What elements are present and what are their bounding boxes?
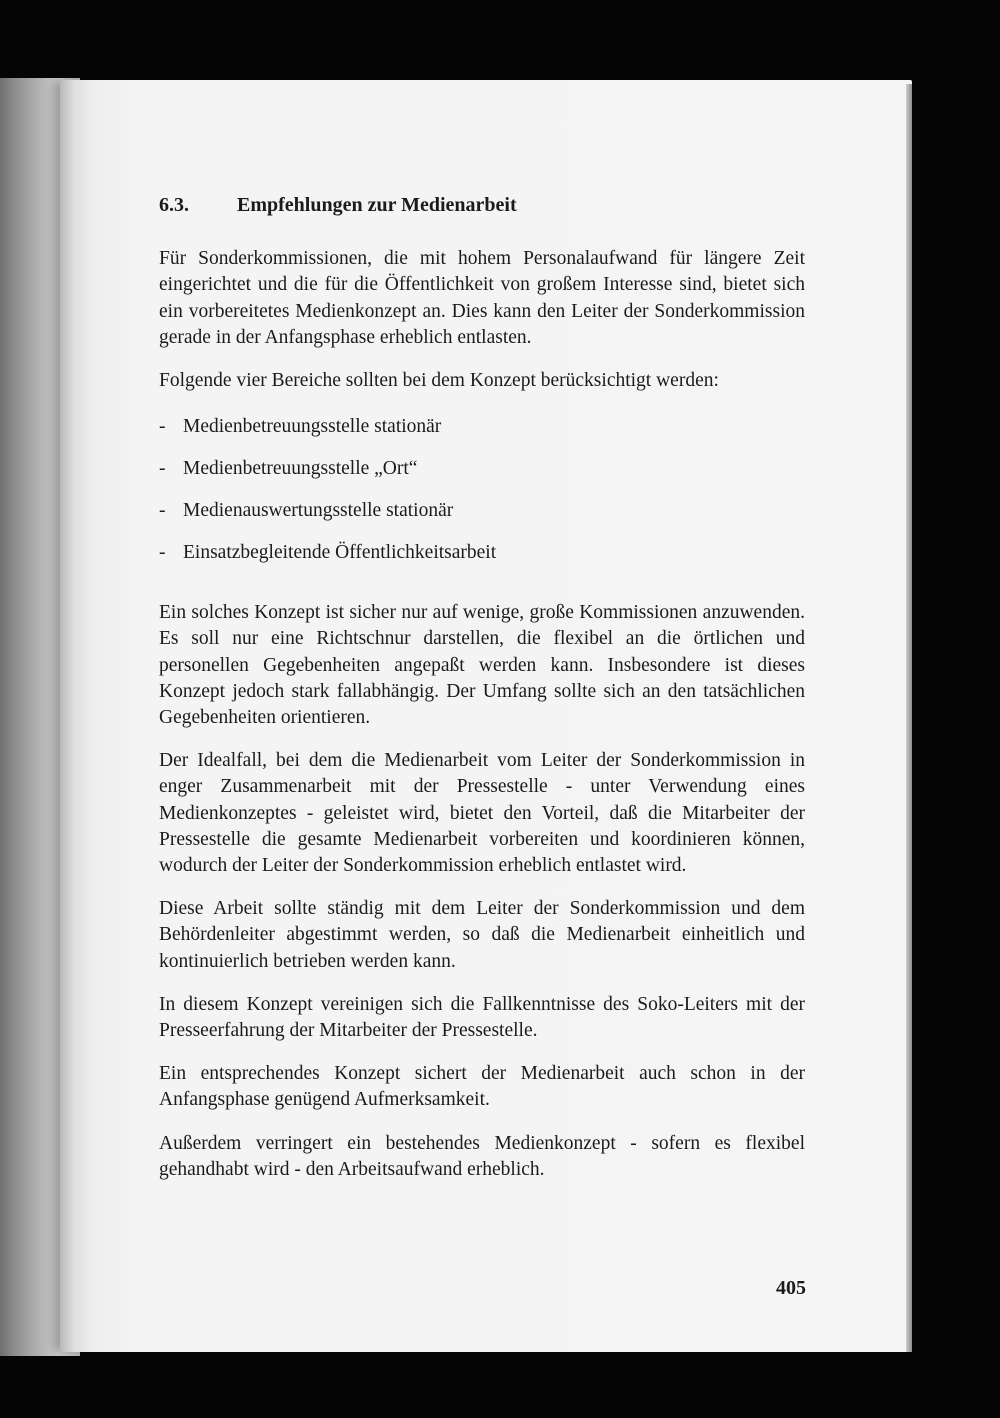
list-dash: - (159, 458, 166, 480)
section-title: Empfehlungen zur Medienarbeit (237, 194, 517, 216)
list-item (159, 540, 805, 582)
section-heading (159, 192, 805, 218)
area-list (159, 414, 805, 582)
body-paragraph: Ein entsprechendes Konzept sichert der Medienarbeit auch schon in der Anfangsphase genügend Aufmerksamkeit. (159, 1063, 805, 1111)
list-item (159, 414, 805, 456)
page-right-edge (906, 84, 912, 1352)
intro-paragraph: Für Sonderkommissionen, die mit hohem Personalaufwand für längere Zeit eingerichtet und die für die Öffentlichkeit von großem Interesse sind, bietet sich ein vorbereitetes Medienkonzept an. Dies kann den Leiter der Sonderkommission gerade in der Anfangsphase erheblich entlasten. (159, 248, 805, 348)
body-paragraph: In diesem Konzept vereinigen sich die Fallkenntnisse des Soko-Leiters mit der Presseerfahrung der Mitarbeiter der Pressestelle. (159, 993, 805, 1042)
list-dash: - (159, 542, 166, 564)
list-dash: - (159, 416, 166, 438)
list-item-text: Medienauswertungsstelle stationär (183, 500, 454, 522)
section-number: 6.3. (159, 194, 189, 216)
list-item (159, 456, 805, 498)
list-item-text: Medienbetreuungsstelle stationär (183, 416, 442, 438)
body-paragraph: Der Idealfall, bei dem die Medienarbeit vom Leiter der Sonderkommission in enger Zusammenarbeit mit der Pressestelle - unter Verwendung eines Medienkonzeptes - geleistet wird, bietet den Vorteil, daß die Mitarbeiter der Pressestelle die gesamte Medienarbeit vorbereiten und koordinieren können, wodurch der Leiter der Sonderkommission erheblich entlastet wird. (159, 750, 805, 877)
page-number: 405 (776, 1277, 806, 1299)
body-paragraph: Diese Arbeit sollte ständig mit dem Leiter der Sonderkommission und dem Behördenleiter abgestimmt werden, so daß die Medienarbeit einheitlich und kontinuierlich betrieben werden kann. (159, 898, 805, 972)
list-item (159, 498, 805, 540)
body-paragraph: Außerdem verringert ein bestehendes Medienkonzept - sofern es flexibel gehandhabt wird - den Arbeitsaufwand erheblich. (159, 1132, 805, 1180)
list-lead-paragraph: Folgende vier Bereiche sollten bei dem Konzept berücksichtigt werden: (159, 370, 719, 392)
page-content (159, 192, 805, 1200)
body-paragraph: Ein solches Konzept ist sicher nur auf wenige, große Kommissionen anzuwenden. Es soll nur eine Richtschnur darstellen, die flexibel an die örtlichen und personellen Gegebenheiten angepaßt werden kann. Insbesondere ist dieses Konzept jedoch stark fallabhängig. Der Umfang sollte sich an den tatsächlichen Gegebenheiten orientieren. (159, 602, 805, 729)
list-item-text: Medienbetreuungsstelle „Ort“ (183, 458, 418, 480)
list-item-text: Einsatzbegleitende Öffentlichkeitsarbeit (183, 542, 497, 564)
list-dash: - (159, 500, 166, 522)
